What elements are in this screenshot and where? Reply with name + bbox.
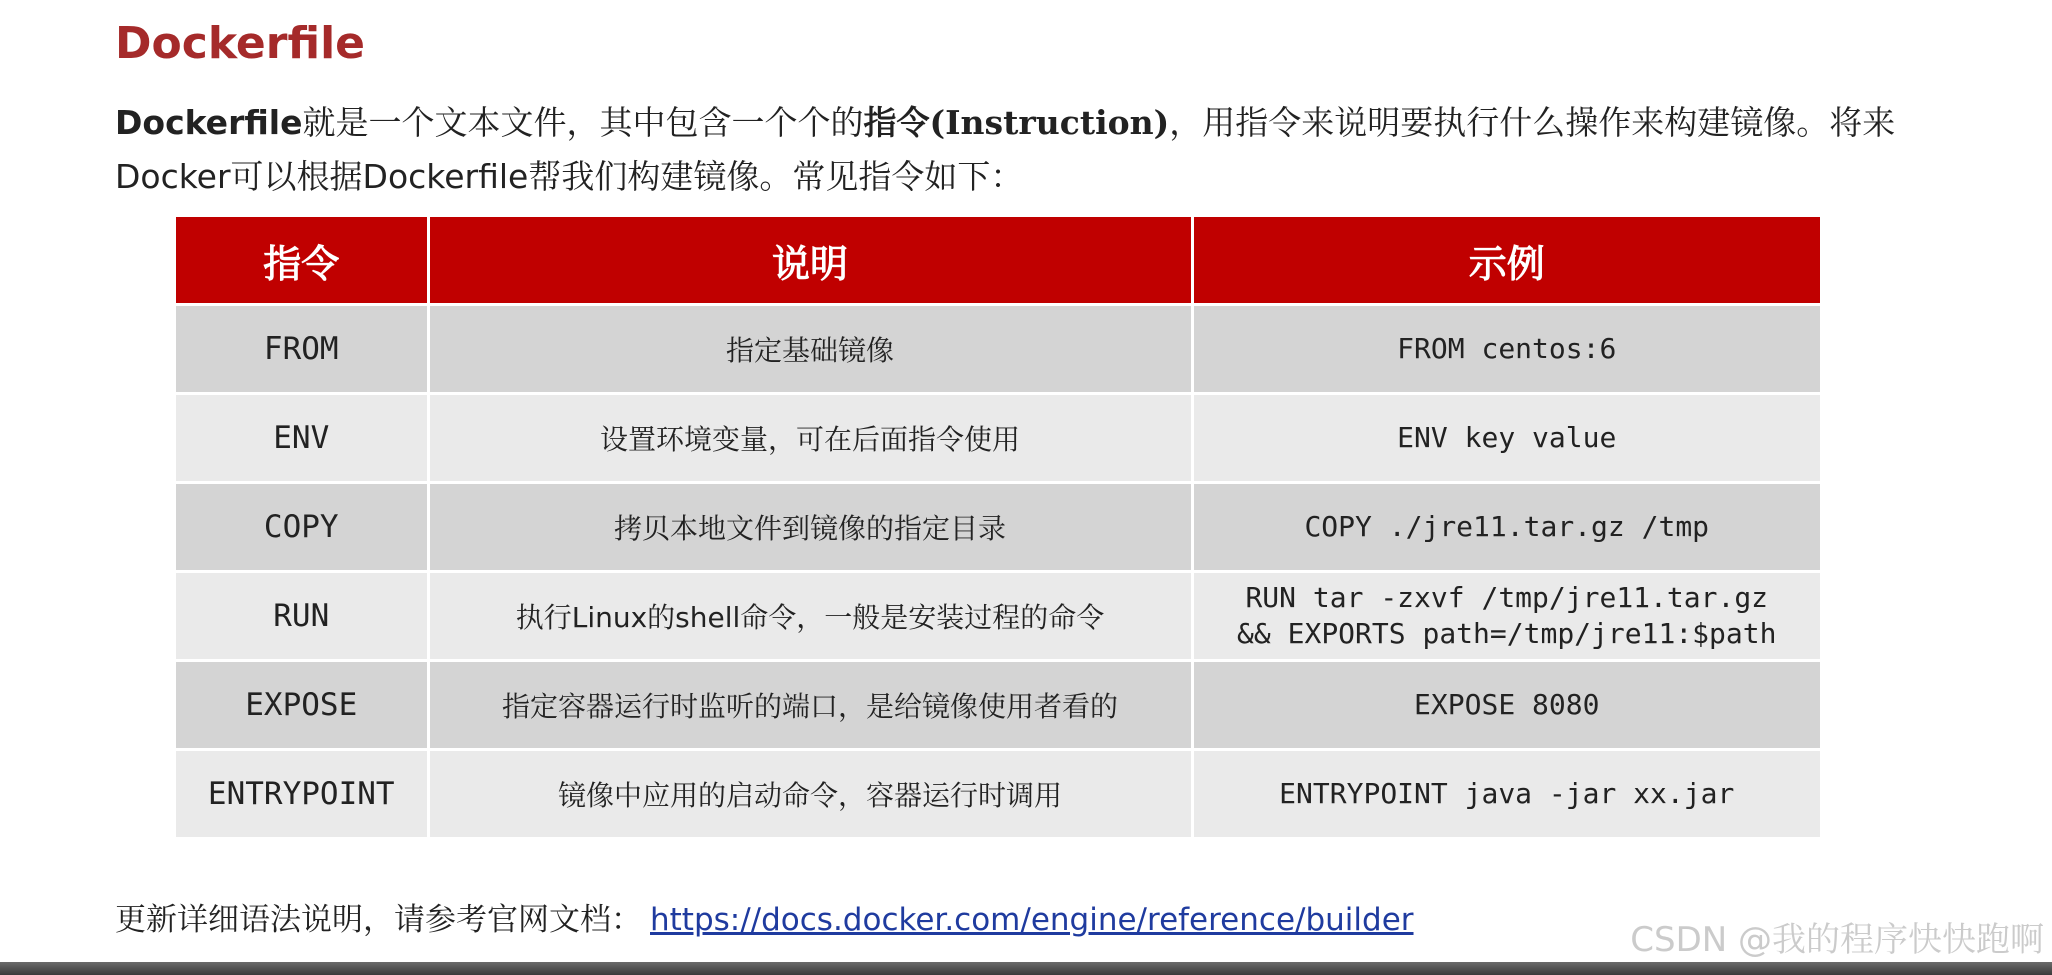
row-instruction: ENTRYPOINT [176, 750, 428, 838]
row-instruction: EXPOSE [176, 661, 428, 750]
row-description: 镜像中应用的启动命令，容器运行时调用 [428, 750, 1192, 838]
row-example [1192, 572, 1820, 661]
row-description: 执行Linux的shell命令，一般是安装过程的命令 [428, 572, 1192, 661]
bottom-bar [0, 962, 2052, 975]
intro-text-part1: 就是一个文本文件，其中包含一个个的 [302, 103, 864, 142]
intro-paragraph [115, 96, 1935, 204]
row-instruction: FROM [176, 305, 428, 394]
table-row [176, 750, 1820, 838]
row-description: 指定基础镜像 [428, 305, 1192, 394]
example-line: COPY ./jre11.tar.gz /tmp [1304, 510, 1710, 543]
table-row [176, 572, 1820, 661]
intro-text-part2: ，用指令来说明要执行什么操作来构建镜像。将来Docker可以根据Dockerfile帮我们构建镜像。常见指令如下： [115, 103, 1896, 196]
header-example: 示例 [1192, 217, 1820, 305]
footer-text: 更新详细语法说明，请参考官网文档： [115, 902, 642, 938]
instruction-table [176, 217, 1820, 837]
footer-note [115, 892, 1414, 948]
intro-instruction-cn: 指令 [863, 103, 930, 142]
intro-term: Dockerfile [115, 103, 303, 142]
example-line: FROM centos:6 [1397, 332, 1617, 365]
table-row [176, 483, 1820, 572]
csdn-watermark: CSDN @我的程序快快跑啊 [1630, 920, 2044, 960]
table-row [176, 305, 1820, 394]
example-line: EXPOSE 8080 [1414, 688, 1600, 721]
table-row [176, 661, 1820, 750]
row-example [1192, 661, 1820, 750]
row-description: 设置环境变量，可在后面指令使用 [428, 394, 1192, 483]
row-description: 指定容器运行时监听的端口，是给镜像使用者看的 [428, 661, 1192, 750]
row-instruction: RUN [176, 572, 428, 661]
example-line: RUN tar -zxvf /tmp/jre11.tar.gz [1245, 581, 1769, 614]
header-instruction: 指令 [176, 217, 428, 305]
example-line: ENTRYPOINT java -jar xx.jar [1279, 777, 1735, 810]
row-example [1192, 305, 1820, 394]
row-example [1192, 483, 1820, 572]
row-instruction: COPY [176, 483, 428, 572]
row-example [1192, 750, 1820, 838]
row-instruction: ENV [176, 394, 428, 483]
table-header-row [176, 217, 1820, 305]
example-line: ENV key value [1397, 421, 1617, 454]
row-description: 拷贝本地文件到镜像的指定目录 [428, 483, 1192, 572]
table-row [176, 394, 1820, 483]
docs-link[interactable]: https://docs.docker.com/engine/reference/builder [650, 902, 1414, 938]
page-title: Dockerfile [115, 18, 365, 69]
example-line: && EXPORTS path=/tmp/jre11:$path [1237, 617, 1777, 650]
header-description: 说明 [428, 217, 1192, 305]
intro-instruction-en: (Instruction) [929, 103, 1170, 142]
row-example [1192, 394, 1820, 483]
